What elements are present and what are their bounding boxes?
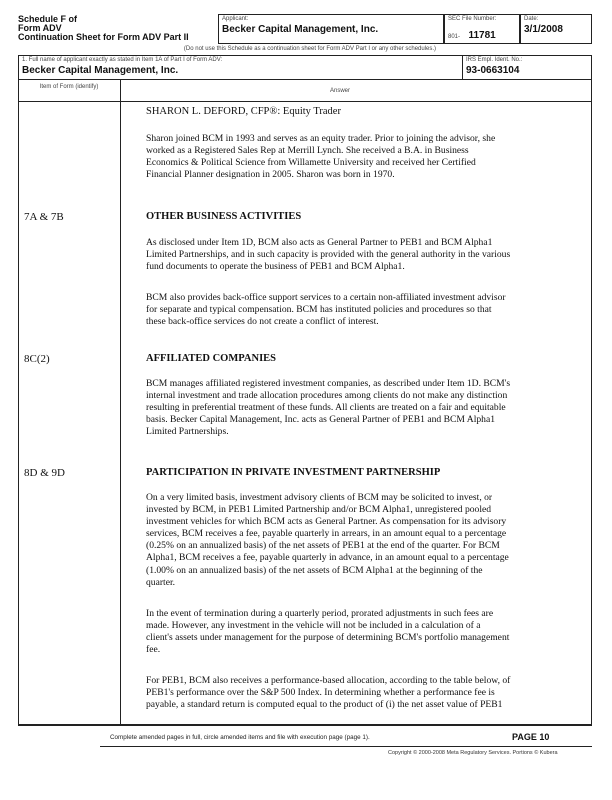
irs-label: IRS Empl. Ident. No.: xyxy=(466,57,523,63)
bio-heading: SHARON L. DEFORD, CFP®: Equity Trader xyxy=(146,106,341,117)
section-paragraph xyxy=(146,492,574,589)
text-line: On a very limited basis, investment advisory clients of BCM may be solicited to invest, or xyxy=(146,492,493,503)
text-line: Alpha1, BCM receives a fee, payable quarterly in advance, in an amount equal to a percentage xyxy=(146,552,509,564)
text-line: In the event of termination during a quarterly period, prorated adjustments in such fees are xyxy=(146,608,494,619)
text-line: fee. xyxy=(146,644,161,656)
applicant-cell xyxy=(218,14,444,44)
bio-paragraph xyxy=(146,133,574,181)
text-line: investment vehicles for which BCM acts as General Partner. As compensation for its advisory xyxy=(146,516,507,528)
section-paragraph xyxy=(146,292,574,328)
section-paragraph xyxy=(146,237,574,273)
full-name-row-divider xyxy=(18,79,592,80)
date-cell xyxy=(520,14,592,44)
text-line: Limited Partnerships, and in such capacity is provided with the general authority in the various xyxy=(146,249,511,261)
footer-divider xyxy=(18,725,592,726)
form-title-line: Schedule F of xyxy=(18,14,78,24)
text-line: (1.00% on an annualized basis) of the net assets of BCM Alpha1 at the beginning of the xyxy=(146,564,483,576)
file-number-row xyxy=(445,23,519,45)
text-line: internal investment and trade allocation procedures among clients do not make any distinction xyxy=(146,390,508,402)
text-line: fund documents to operate the business of PEB1 and BCM Alpha1. xyxy=(146,261,405,273)
section-heading: AFFILIATED COMPANIES xyxy=(146,353,276,364)
text-line: made. However, any investment in the vehicle will not be included in a calculation of a xyxy=(146,620,481,632)
text-line: PEB1's performance over the S&P 500 Index. In determining whether a performance fee is xyxy=(146,687,495,699)
column-answer-label: Answer xyxy=(330,88,351,94)
copyright-text: Copyright © 2000-2008 Meta Regulatory Services. Portions © Kubera xyxy=(388,750,558,756)
text-line: invested by BCM, in PEB1 Limited Partnership and/or BCM Alpha1, unregistered pooled xyxy=(146,504,492,516)
text-line: client's assets under management for the purpose of determining BCM's portfolio management xyxy=(146,632,510,644)
irs-divider xyxy=(462,55,463,79)
column-item-label: Item of Form (identify) xyxy=(39,84,99,90)
text-line: resulting in preferential treatment of these funds. All clients are treated on a fair and equitable xyxy=(146,402,506,414)
text-line: Financial Planner designation in 2005. Sharon was born in 1970. xyxy=(146,169,395,181)
applicant-label: Applicant: xyxy=(222,16,249,22)
instruction-text: (Do not use this Schedule as a continuation sheet for Form ADV Part I or any other schedules.) xyxy=(183,46,437,52)
full-name-value: Becker Capital Management, Inc. xyxy=(22,65,179,76)
text-line: Limited Partnerships. xyxy=(146,426,229,438)
item-label: 8D & 9D xyxy=(24,467,65,479)
text-line: As disclosed under Item 1D, BCM also acts as General Partner to PEB1 and BCM Alpha1 xyxy=(146,237,493,248)
irs-value: 93-0663104 xyxy=(466,65,520,76)
section-paragraph xyxy=(146,675,574,711)
text-line: BCM manages affiliated registered investment companies, as described under Item 1D. BCM's xyxy=(146,378,511,389)
full-name-label: 1. Full name of applicant exactly as stated in Item 1A of Part I of Form ADV: xyxy=(22,57,223,63)
item-label: 7A & 7B xyxy=(24,211,64,223)
text-line: for separate and typical compensation. BCM has instituted policies and procedures so that xyxy=(146,304,492,316)
footer-note: Complete amended pages in full, circle amended items and file with execution page (page 1). xyxy=(110,734,370,741)
form-title-line: Continuation Sheet for Form ADV Part II xyxy=(18,32,189,42)
column-divider xyxy=(120,79,121,725)
text-line: (0.25% on an annualized basis) of the net assets of PEB1 at the end of the quarter. For BCM xyxy=(146,540,500,552)
file-number-label: SEC File Number: xyxy=(448,16,497,22)
date-value: 3/1/2008 xyxy=(524,24,563,35)
text-line: payable, a standard return is computed equal to the product of (i) the net asset value of PEB1 xyxy=(146,699,503,711)
footer-bottom-rule xyxy=(100,746,592,747)
file-prefix: 801- xyxy=(448,34,461,40)
form-title-line: Form ADV xyxy=(18,23,62,33)
text-line: BCM also provides back-office support services to a certain non-affiliated investment advisor xyxy=(146,292,506,303)
column-header-divider xyxy=(18,101,592,102)
applicant-name: Becker Capital Management, Inc. xyxy=(222,24,379,35)
text-line: Economics & Political Science from Willamette University and received her Certified xyxy=(146,157,476,169)
file-number-cell xyxy=(444,14,520,44)
section-heading: OTHER BUSINESS ACTIVITIES xyxy=(146,211,302,222)
section-paragraph xyxy=(146,608,574,656)
section-paragraph xyxy=(146,378,574,438)
page-number: PAGE 10 xyxy=(512,732,550,742)
date-label: Date: xyxy=(524,16,539,22)
text-line: worked as a Registered Sales Rep at Merrill Lynch. She received a B.A. in Business xyxy=(146,145,469,157)
item-label: 8C(2) xyxy=(24,353,50,365)
text-line: these back-office services do not create a conflict of interest. xyxy=(146,316,379,328)
file-number-value: 11781 xyxy=(468,30,496,41)
form-title-cell xyxy=(18,14,218,44)
text-line: basis. Becker Capital Management, Inc. acts as General Partner of PEB1 and BCM Alpha1 xyxy=(146,414,496,426)
text-line: For PEB1, BCM also receives a performance-based allocation, according to the table below, of xyxy=(146,675,511,686)
section-heading: PARTICIPATION IN PRIVATE INVESTMENT PARTNERSHIP xyxy=(146,467,441,478)
text-line: Sharon joined BCM in 1993 and serves as an equity trader. Prior to joining the advisor, she xyxy=(146,133,496,144)
text-line: quarter. xyxy=(146,576,176,588)
text-line: services, BCM receives a fee, payable quarterly in arrears, in an amount equal to a percentage xyxy=(146,528,507,540)
